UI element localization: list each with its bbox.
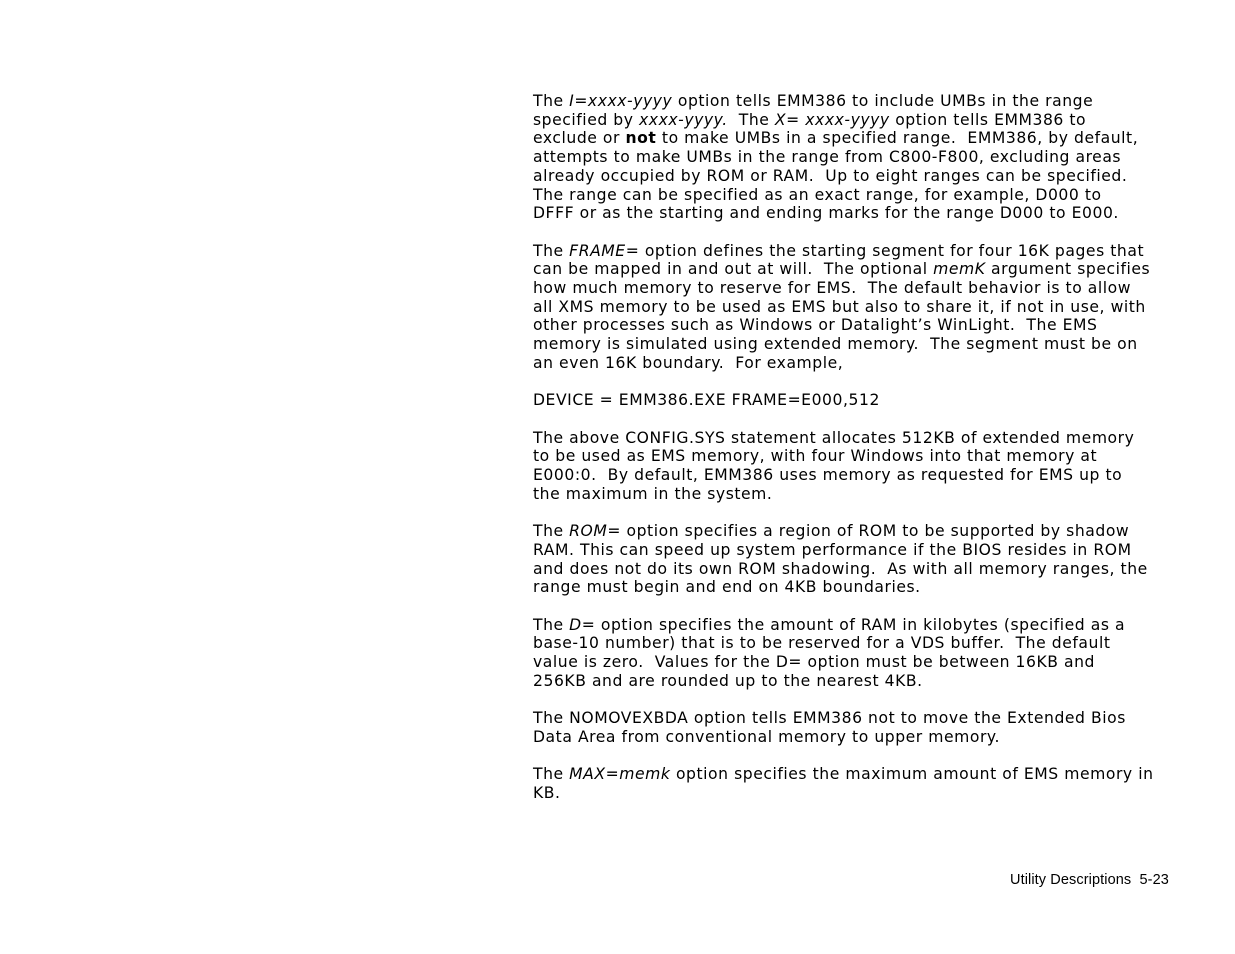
paragraph xyxy=(533,92,1183,223)
text-line xyxy=(533,129,1183,148)
text-line xyxy=(533,522,1183,541)
text-line xyxy=(533,111,1183,130)
text-line xyxy=(533,634,1183,653)
paragraph xyxy=(533,709,1183,746)
text-run: The above CONFIG.SYS statement allocates 512KB of extended memory xyxy=(533,428,1135,447)
text-run: value is zero. Values for the D= option must be between 16KB and xyxy=(533,653,1096,672)
paragraph xyxy=(533,391,1183,410)
text-run: an even 16K boundary. For example, xyxy=(533,353,844,372)
paragraph xyxy=(533,242,1183,373)
italic-term: memK xyxy=(933,260,986,279)
text-run: memory is simulated using extended memory. The segment must be on xyxy=(533,335,1138,354)
paragraph xyxy=(533,522,1183,597)
text-line xyxy=(533,653,1183,672)
text-run: The range can be specified as an exact range, for example, D000 to xyxy=(533,185,1102,204)
text-run: 256KB and are rounded up to the nearest 4KB. xyxy=(533,671,923,690)
text-run: option specifies the amount of RAM in kilobytes (specified as a xyxy=(595,615,1126,634)
text-line xyxy=(533,560,1183,579)
footer-section-title: Utility Descriptions xyxy=(1010,872,1132,888)
bold-term: not xyxy=(625,129,657,148)
text-run: Data Area from conventional memory to upper memory. xyxy=(533,727,1000,746)
text-run: base-10 number) that is to be reserved for a VDS buffer. The default xyxy=(533,634,1111,653)
text-run: The xyxy=(727,110,775,129)
text-line xyxy=(533,447,1183,466)
text-run: specified by xyxy=(533,110,640,129)
italic-term: MAX=memk xyxy=(569,765,671,784)
text-run: attempts to make UMBs in the range from C800-F800, excluding areas xyxy=(533,148,1122,167)
italic-term: FRAME= xyxy=(569,241,640,260)
text-line xyxy=(533,279,1183,298)
text-line xyxy=(533,728,1183,747)
text-line xyxy=(533,672,1183,691)
text-run: can be mapped in and out at will. The optional xyxy=(533,260,934,279)
text-line xyxy=(533,242,1183,261)
text-line xyxy=(533,298,1183,317)
text-run: The NOMOVEXBDA option tells EMM386 not to move the Extended Bios xyxy=(533,709,1126,728)
text-run: DFFF or as the starting and ending marks for the range D000 to E000. xyxy=(533,204,1119,223)
text-run: option specifies the maximum amount of EMS memory in xyxy=(670,765,1154,784)
paragraph xyxy=(533,616,1183,691)
text-line xyxy=(533,92,1183,111)
text-run: exclude or xyxy=(533,129,626,148)
text-line xyxy=(533,391,1183,410)
text-run: KB. xyxy=(533,783,561,802)
text-run: The xyxy=(533,615,570,634)
italic-term: I=xxxx-yyyy xyxy=(569,92,673,110)
document-body xyxy=(533,92,1183,821)
text-run: range must begin and end on 4KB boundaries. xyxy=(533,578,921,597)
text-run: DEVICE = EMM386.EXE FRAME=E000,512 xyxy=(533,391,880,410)
page-footer xyxy=(1010,872,1169,888)
text-run: The xyxy=(533,765,570,784)
text-run: and does not do its own ROM shadowing. As with all memory ranges, the xyxy=(533,559,1148,578)
text-run: argument specifies xyxy=(985,260,1151,279)
text-line xyxy=(533,429,1183,448)
text-line xyxy=(533,616,1183,635)
text-line xyxy=(533,765,1183,784)
text-run: other processes such as Windows or Datalight’s WinLight. The EMS xyxy=(533,316,1098,335)
text-run: already occupied by ROM or RAM. Up to eight ranges can be specified. xyxy=(533,166,1128,185)
italic-term: ROM= xyxy=(569,522,622,541)
page-number: 5-23 xyxy=(1139,872,1169,888)
italic-term: xxxx-yyyy. xyxy=(639,110,728,129)
text-run: E000:0. By default, EMM386 uses memory as requested for EMS up to xyxy=(533,466,1123,485)
text-run: The xyxy=(533,241,570,260)
text-run: the maximum in the system. xyxy=(533,484,773,503)
text-line xyxy=(533,541,1183,560)
text-line xyxy=(533,186,1183,205)
text-line xyxy=(533,260,1183,279)
text-line xyxy=(533,204,1183,223)
text-line xyxy=(533,784,1183,803)
text-line xyxy=(533,335,1183,354)
text-run: option defines the starting segment for four 16K pages that xyxy=(639,241,1145,260)
italic-term: D= xyxy=(569,615,596,634)
text-run: to be used as EMS memory, with four Windows into that memory at xyxy=(533,447,1098,466)
text-run: to make UMBs in a specified range. EMM386, by default, xyxy=(656,129,1139,148)
text-run: option tells EMM386 to include UMBs in the range xyxy=(672,92,1094,110)
text-line xyxy=(533,167,1183,186)
text-run: option tells EMM386 to xyxy=(889,110,1087,129)
text-run: how much memory to reserve for EMS. The default behavior is to allow xyxy=(533,279,1132,298)
text-run: The xyxy=(533,92,570,110)
text-line xyxy=(533,354,1183,373)
text-line xyxy=(533,709,1183,728)
text-run: all XMS memory to be used as EMS but also to share it, if not in use, with xyxy=(533,297,1146,316)
paragraph xyxy=(533,765,1183,802)
paragraph xyxy=(533,429,1183,504)
italic-term: X= xxxx-yyyy xyxy=(774,110,890,129)
text-line xyxy=(533,148,1183,167)
text-line xyxy=(533,578,1183,597)
text-run: The xyxy=(533,522,570,541)
text-run: option specifies a region of ROM to be supported by shadow xyxy=(621,522,1130,541)
text-run: RAM. This can speed up system performance if the BIOS resides in ROM xyxy=(533,540,1132,559)
text-line xyxy=(533,466,1183,485)
text-line xyxy=(533,485,1183,504)
text-line xyxy=(533,316,1183,335)
